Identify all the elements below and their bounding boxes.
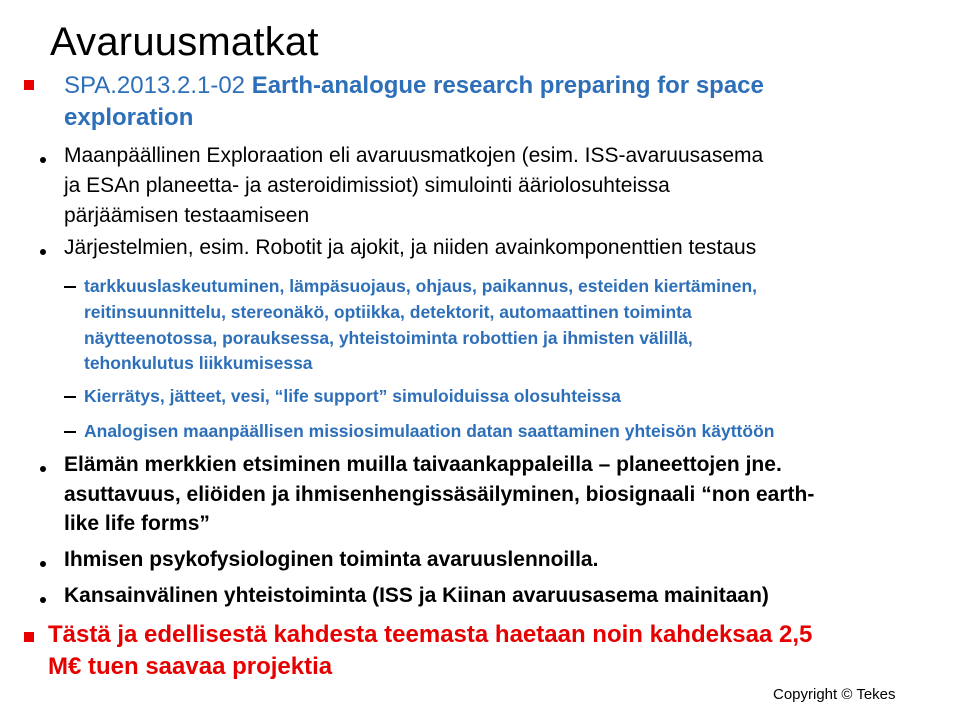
project-code: SPA.2013.2.1-02 bbox=[64, 72, 246, 99]
bullet-3-line-1: Elämän merkkien etsiminen muilla taivaankappaleilla – planeettojen jne. bbox=[64, 453, 782, 476]
bullet-5: Kansainvälinen yhteistoiminta (ISS ja Kiinan avaruusasema mainitaan) bbox=[64, 584, 769, 607]
sub-bullet-2: Kierrätys, jätteet, vesi, “life support” simuloiduissa olosuhteissa bbox=[84, 386, 621, 406]
bullet-1-line-3: pärjäämisen testaamiseen bbox=[64, 204, 310, 227]
bullet-dot-icon bbox=[40, 597, 46, 603]
bullet-dot-icon bbox=[40, 466, 46, 472]
copyright-notice: Copyright © Tekes bbox=[773, 686, 896, 703]
red-square-bullet-icon bbox=[24, 80, 34, 90]
bullet-2: Järjestelmien, esim. Robotit ja ajokit, ja niiden avainkomponenttien testaus bbox=[64, 236, 757, 259]
heading-line-2: exploration bbox=[64, 104, 194, 131]
bullet-dot-icon bbox=[40, 561, 46, 567]
red-square-bullet-icon bbox=[24, 632, 34, 642]
bullet-1-line-2: ja ESAn planeetta- ja asteroidimissiot) simulointi ääriolosuhteissa bbox=[64, 174, 670, 197]
bullet-1-line-1: Maanpäällinen Exploraation eli avaruusmatkojen (esim. ISS-avaruusasema bbox=[64, 144, 764, 167]
sub-bullet-1-line-4: tehonkulutus liikkumisessa bbox=[84, 353, 313, 373]
sub-bullet-1-line-3: näytteenotossa, porauksessa, yhteistoiminta robottien ja ihmisten välillä, bbox=[84, 328, 693, 348]
bullet-dot-icon bbox=[40, 249, 46, 255]
sub-bullet-1-line-2: reitinsuunnittelu, stereonäkö, optiikka, detektorit, automaattinen toiminta bbox=[84, 302, 692, 322]
heading-line-1 bbox=[64, 72, 764, 100]
bullet-dot-icon bbox=[40, 157, 46, 163]
bullet-3-line-3: like life forms” bbox=[64, 512, 210, 535]
project-title-part1: Earth-analogue research preparing for space bbox=[245, 72, 764, 99]
bullet-4: Ihmisen psykofysiologinen toiminta avaruuslennoilla. bbox=[64, 548, 599, 571]
funding-note-line-1: Tästä ja edellisestä kahdesta teemasta haetaan noin kahdeksaa 2,5 bbox=[48, 621, 813, 648]
sub-bullet-3: Analogisen maanpäällisen missiosimulaation datan saattaminen yhteisön käyttöön bbox=[84, 421, 775, 441]
slide-title: Avaruusmatkat bbox=[50, 20, 319, 64]
dash-bullet-icon bbox=[64, 396, 76, 398]
dash-bullet-icon bbox=[64, 431, 76, 433]
funding-note-line-2: M€ tuen saavaa projektia bbox=[48, 653, 333, 680]
dash-bullet-icon bbox=[64, 286, 76, 288]
bullet-3-line-2: asuttavuus, eliöiden ja ihmisenhengissäsäilyminen, biosignaali “non earth- bbox=[64, 483, 815, 506]
sub-bullet-1-line-1: tarkkuuslaskeutuminen, lämpäsuojaus, ohjaus, paikannus, esteiden kiertäminen, bbox=[84, 276, 757, 296]
